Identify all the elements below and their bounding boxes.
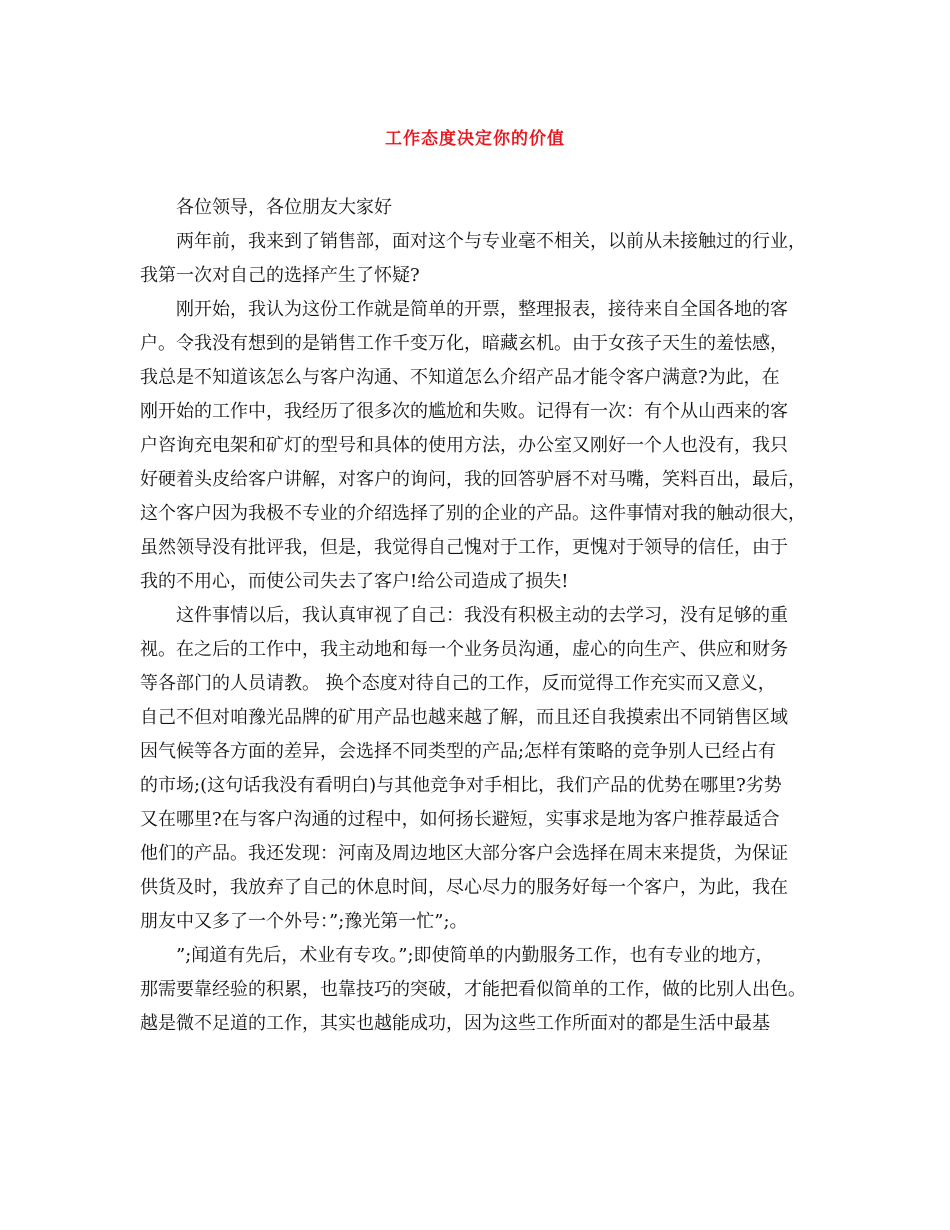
paragraph-line: 朋友中又多了一个外号：”;豫光第一忙”;。 (140, 911, 468, 932)
paragraph-line: 虽然领导没有批评我，但是，我觉得自己愧对于工作，更愧对于领导的信任，由于 (140, 537, 788, 558)
paragraph-line: 越是微不足道的工作，其实也越能成功，因为这些工作所面对的都是生活中最基 (140, 1013, 770, 1034)
paragraph-line: 我第一次对自己的选择产生了怀疑? (140, 265, 420, 286)
paragraph-line: 刚开始的工作中，我经历了很多次的尴尬和失败。记得有一次：有个从山西来的客 (140, 401, 788, 422)
paragraph-line: 我总是不知道该怎么与客户沟通、不知道怎么介绍产品才能令客户满意?为此，在 (140, 367, 780, 388)
paragraph-line: 视。在之后的工作中，我主动地和每一个业务员沟通，虚心的向生产、供应和财务 (140, 639, 788, 660)
paragraph-line: 等各部门的人员请教。 换个态度对待自己的工作，反而觉得工作充实而又意义， (140, 673, 776, 694)
paragraph-line: 供货及时，我放弃了自己的休息时间，尽心尽力的服务好每一个客户，为此，我在 (140, 877, 788, 898)
paragraph-line: ”;闻道有先后，术业有专攻。”;即使简单的内勤服务工作，也有专业的地方， (176, 945, 774, 966)
paragraph-line: 好硬着头皮给客户讲解，对客户的询问，我的回答驴唇不对马嘴，笑料百出，最后， (140, 469, 806, 490)
paragraph-line: 刚开始，我认为这份工作就是简单的开票，整理报表，接待来自全国各地的客 (176, 299, 788, 320)
paragraph-line: 我的不用心，而使公司失去了客户!给公司造成了损失! (140, 571, 569, 592)
paragraph-line: 又在哪里?在与客户沟通的过程中，如何扬长避短，实事求是地为客户推荐最适合 (140, 809, 780, 830)
document-title: 工作态度决定你的价值 (385, 129, 565, 149)
paragraph-line: 的市场;(这句话我没有看明白)与其他竞争对手相比，我们产品的优势在哪里?劣势 (140, 775, 782, 796)
paragraph-line: 因气候等各方面的差异，会选择不同类型的产品;怎样有策略的竞争别人已经占有 (140, 741, 777, 762)
paragraph-line: 自己不但对咱豫光品牌的矿用产品也越来越了解，而且还自我摸索出不同销售区域 (140, 707, 788, 728)
paragraph-line: 各位领导，各位朋友大家好 (176, 197, 392, 218)
paragraph-line: 他们的产品。我还发现：河南及周边地区大部分客户会选择在周末来提货，为保证 (140, 843, 788, 864)
paragraph-line: 两年前，我来到了销售部，面对这个与专业毫不相关，以前从未接触过的行业， (176, 231, 806, 252)
paragraph-line: 户。令我没有想到的是销售工作千变万化，暗藏玄机。由于女孩子天生的羞怯感， (140, 333, 788, 354)
paragraph-line: 这件事情以后，我认真审视了自己：我没有积极主动的去学习，没有足够的重 (176, 605, 788, 626)
paragraph-line: 户咨询充电架和矿灯的型号和具体的使用方法，办公室又刚好一个人也没有，我只 (140, 435, 788, 456)
paragraph-line: 这个客户因为我极不专业的介绍选择了别的企业的产品。这件事情对我的触动很大， (140, 503, 806, 524)
paragraph-line: 那需要靠经验的积累，也靠技巧的突破，才能把看似简单的工作，做的比别人出色。 (140, 979, 806, 1000)
